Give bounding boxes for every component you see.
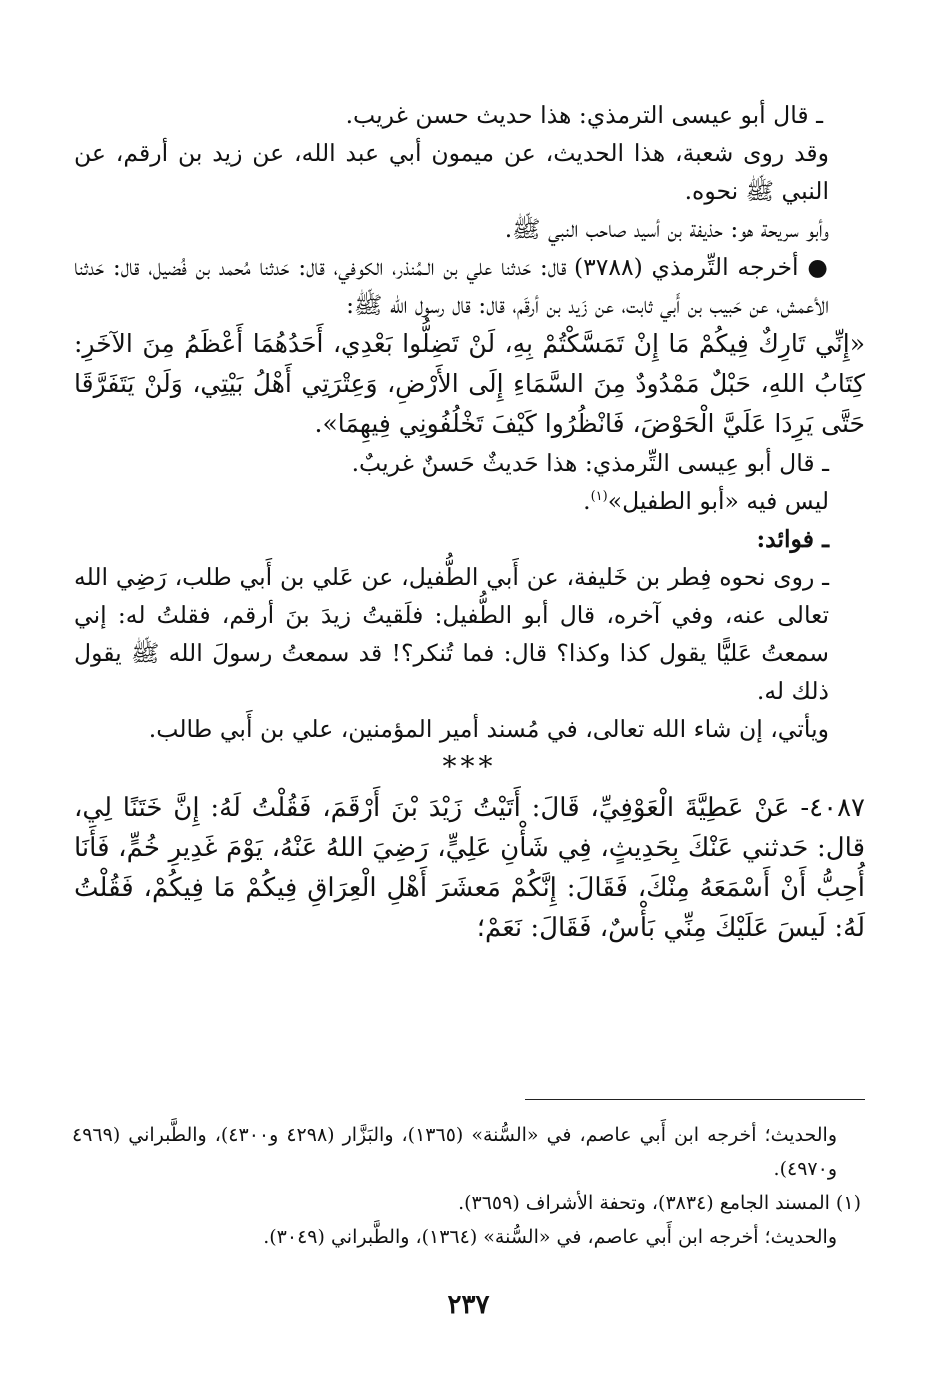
footnote-prev-sources: والحديث؛ أخرجه ابن أَبي عاصم، في «السُّنة» (١٣٦٥)، والبَزَّار (٤٢٩٨ و٤٣٠٠)، والطَّبراني (٤٩٦٩ و٤٩٧٠).	[72, 1124, 838, 1180]
tirmidhi-ruling-1: ـ قال أبو عيسى الترمذي: هذا حديث حسن غريب.	[345, 101, 823, 129]
page-number: ٢٣٧	[447, 1290, 490, 1320]
abu-tufail-text: ليس فيه «أبو الطفيل»	[607, 487, 829, 515]
fitr-narration: ـ روى نحوه فِطر بن خَليفة، عن أَبي الطُّفيل، عن عَلي بن أَبي طلب، رَضِي الله تعالى عنه، وفي آخره، قال أبو الطُّفيل: فلَقيتُ زيدَ بنَ أرقم، فقلتُ له: إني سمعتُ عَليًّا يقول كذا وكذا؟ قال: فما تُنكر؟! قد سمعتُ رسولَ الله ﷺ يقول ذلك له.	[74, 563, 829, 705]
abu-tufail-note	[74, 482, 865, 520]
tirmidhi-isnad: ● أخرجه التِّرمذي (٣٧٨٨) قال: حَدثنا علي بن الـمُنذر، الكوفي، قال: حَدثنا مُحمد بن فُضيل، قال: حَدثنا الأعمش، عن حَبيب بن أَبي ثابت، عن زَيد بن أرقَم، قال: قال رسول الله ﷺ:	[74, 253, 829, 319]
abu-tufail-end: .	[583, 487, 591, 515]
fawaid-heading: ـ فوائد:	[756, 525, 829, 553]
footnote-sources: والحديث؛ أخرجه ابن أَبي عاصم، في «السُّنة» (١٣٦٤)، والطَّبراني (٣٠٤٩).	[263, 1226, 837, 1248]
hadith-entry-4087	[74, 788, 865, 948]
entry-text: ٤٠٨٧- عَنْ عَطِيَّةَ الْعَوْفِيِّ، قَالَ: أَتَيْتُ زَيْدَ بْنَ أَرْقَمَ، فَقُلْتُ لَهُ: إِنَّ خَتَنًا لِي، قال: حَدثني عَنْكَ بِحَدِيثٍ، فِي شَأْنِ عَلِيٍّ، رَضِيَ اللهُ عَنْهُ، يَوْمَ غَدِيرِ خُمٍّ، فَأَنَا أُحِبُّ أَنْ أَسْمَعَهُ مِنْكَ، فَقَالَ: إِنَّكُمْ مَعشَرَ أَهْلِ الْعِرَاقِ فِيكُمْ مَا فِيكُمْ، فَقُلْتُ لَهُ: لَيسَ عَلَيْكَ مِنِّي بَأْسٌ، فَقَالَ: نَعَمْ؛	[74, 793, 865, 943]
tirmidhi-ruling-2: ـ قال أبو عِيسى التِّرمذي: هذا حَديثٌ حَسنٌ غريبٌ.	[351, 449, 829, 477]
main-text	[74, 96, 865, 948]
footnotes	[72, 1118, 861, 1254]
footnote-1: (١) المسند الجامع (٣٨٣٤)، وتحفة الأشراف (٣٦٥٩).	[458, 1192, 861, 1214]
shuba-narration: وقد روى شعبة، هذا الحديث، عن ميمون أبي عبد الله، عن زيد بن أرقم، عن النبي ﷺ نحوه.	[74, 139, 829, 205]
cross-reference: ويأتي، إن شاء الله تعالى، في مُسند أمير المؤمنين، علي بن أَبي طالب.	[148, 715, 829, 743]
footnote-divider	[525, 1099, 865, 1100]
hadith-text: «إِنِّي تَارِكٌ فِيكُمْ مَا إِنْ تَمَسَّكْتُمْ بِهِ، لَنْ تَضِلُّوا بَعْدِي، أَحَدُهُمَا أَعْظَمُ مِنَ الآخَرِ: كِتَابُ اللهِ، حَبْلٌ مَمْدُودٌ مِنَ السَّمَاءِ إِلَى الأَرْضِ، وَعِتْرَتِي أَهْلُ بَيْتِي، وَلَنْ يَتَفَرَّقَا حَتَّى يَرِدَا عَلَيَّ الْحَوْضَ، فَانْظُرُوا كَيْفَ تَخْلُفُونِي فِيهِمَا».	[74, 329, 865, 438]
footnote-ref-1: (١)	[590, 489, 608, 505]
section-separator: ***	[442, 750, 497, 783]
abu-sariha-note: وأبو سريحة هو: حذيفة بن أسيد صاحب النبي ﷺ.	[504, 215, 829, 243]
